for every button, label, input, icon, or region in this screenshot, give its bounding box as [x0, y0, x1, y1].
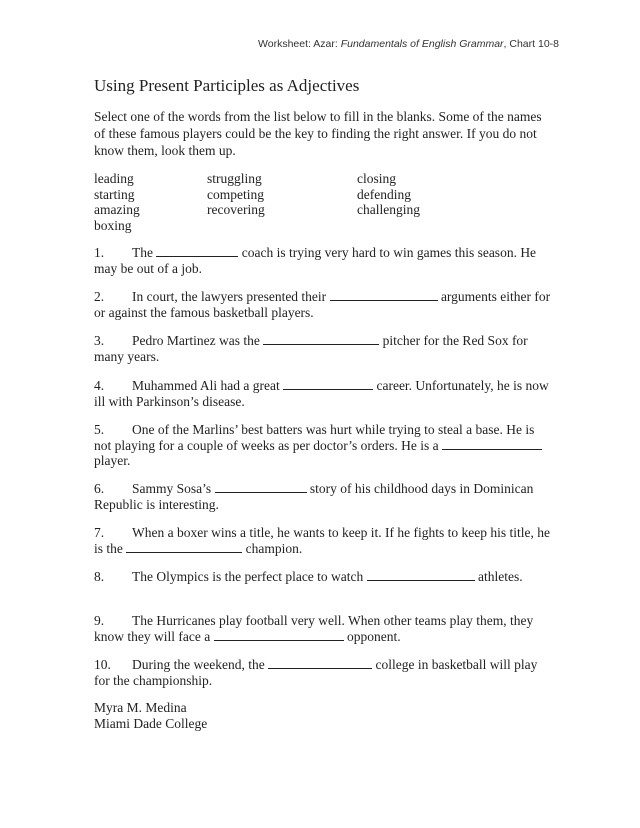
- author-signature: [94, 700, 207, 732]
- word-option: closing: [357, 171, 396, 186]
- question-7: [94, 525, 554, 556]
- question-2: [94, 289, 554, 320]
- header-prefix: Worksheet: Azar:: [258, 38, 341, 50]
- word-list-row: [94, 187, 554, 203]
- word-option: challenging: [357, 202, 420, 217]
- header-book-title: Fundamentals of English Grammar: [340, 38, 504, 50]
- answer-blank-3[interactable]: [263, 333, 379, 345]
- question-number: 2.: [94, 289, 105, 304]
- word-option: leading: [94, 171, 134, 186]
- question-text-after: champion.: [245, 540, 303, 556]
- word-option: starting: [94, 186, 135, 202]
- question-number: 10.: [94, 657, 111, 672]
- question-number: 8.: [94, 569, 105, 584]
- question-text-before: When a boxer wins a title, he wants to keep it. If he fights to keep his title, he is the: [94, 525, 551, 556]
- question-number: 3.: [94, 333, 105, 348]
- question-1: [94, 245, 554, 276]
- answer-blank-10[interactable]: [268, 657, 372, 669]
- answer-blank-6[interactable]: [215, 481, 307, 493]
- question-text-after: athletes.: [478, 569, 523, 584]
- instructions: Select one of the words from the list below to fill in the blanks. Some of the names of these famous players could be the key to finding the right answer. If you do not know them, look them up.: [94, 109, 542, 158]
- word-list-row: [94, 218, 554, 234]
- word-option: struggling: [207, 171, 262, 186]
- question-text-after: career. Unfortunately, he is now ill with Parkinson’s disease.: [94, 378, 549, 409]
- question-number: 5.: [94, 422, 105, 437]
- answer-blank-2[interactable]: [330, 289, 438, 301]
- answer-blank-9[interactable]: [214, 629, 344, 641]
- page-title: Using Present Participles as Adjectives: [94, 76, 360, 95]
- answer-blank-8[interactable]: [367, 569, 475, 581]
- question-number: 7.: [94, 525, 105, 540]
- question-number: 1.: [94, 245, 105, 260]
- answer-blank-1[interactable]: [156, 245, 238, 257]
- question-text-before: Sammy Sosa’s: [132, 481, 212, 496]
- word-list-row: [94, 171, 554, 187]
- word-option: competing: [207, 186, 264, 202]
- question-text-before: The Olympics is the perfect place to watch: [132, 569, 364, 584]
- question-4: [94, 378, 554, 409]
- question-text-after: coach is trying very hard to win games this season. He may be out of a job.: [94, 245, 537, 276]
- word-option: defending: [357, 186, 411, 202]
- word-list-row: [94, 202, 554, 218]
- question-text-before: The: [132, 245, 153, 260]
- question-10: [94, 657, 554, 688]
- question-text-before: During the weekend, the: [132, 657, 265, 672]
- question-8: [94, 569, 554, 585]
- question-text-after: player.: [94, 453, 131, 468]
- question-text-after: college in basketball will play for the championship.: [94, 657, 538, 688]
- word-option: recovering: [207, 202, 265, 217]
- answer-blank-4[interactable]: [283, 378, 373, 390]
- header-suffix: , Chart 10-8: [503, 38, 559, 50]
- question-9: [94, 613, 554, 644]
- question-text-after: story of his childhood days in Dominican Republic is interesting.: [94, 481, 534, 512]
- question-text-before: Muhammed Ali had a great: [132, 378, 280, 393]
- word-option: boxing: [94, 217, 132, 233]
- question-text-after: pitcher for the Red Sox for many years.: [94, 333, 528, 364]
- question-text-after: arguments either for or against the famous basketball players.: [94, 289, 551, 320]
- question-number: 6.: [94, 481, 105, 496]
- question-number: 4.: [94, 378, 105, 393]
- author-name: Myra M. Medina: [94, 700, 187, 715]
- question-text-before: One of the Marlins’ best batters was hurt while trying to steal a base. He is not playing for a couple of weeks as per doctor’s orders. He is a: [94, 422, 535, 453]
- question-text-before: In court, the lawyers presented their: [132, 289, 327, 304]
- word-list: [94, 171, 554, 233]
- worksheet-header: [258, 38, 559, 50]
- question-6: [94, 481, 554, 512]
- author-institution: Miami Dade College: [94, 716, 208, 731]
- answer-blank-5[interactable]: [442, 438, 542, 450]
- question-text-before: Pedro Martinez was the: [132, 333, 260, 348]
- question-text-after: opponent.: [346, 628, 401, 644]
- question-5: [94, 422, 554, 469]
- answer-blank-7[interactable]: [126, 541, 242, 553]
- question-3: [94, 333, 554, 364]
- question-text-before: The Hurricanes play football very well. When other teams play them, they know they will face a: [94, 613, 534, 644]
- word-option: amazing: [94, 202, 140, 217]
- question-number: 9.: [94, 613, 105, 628]
